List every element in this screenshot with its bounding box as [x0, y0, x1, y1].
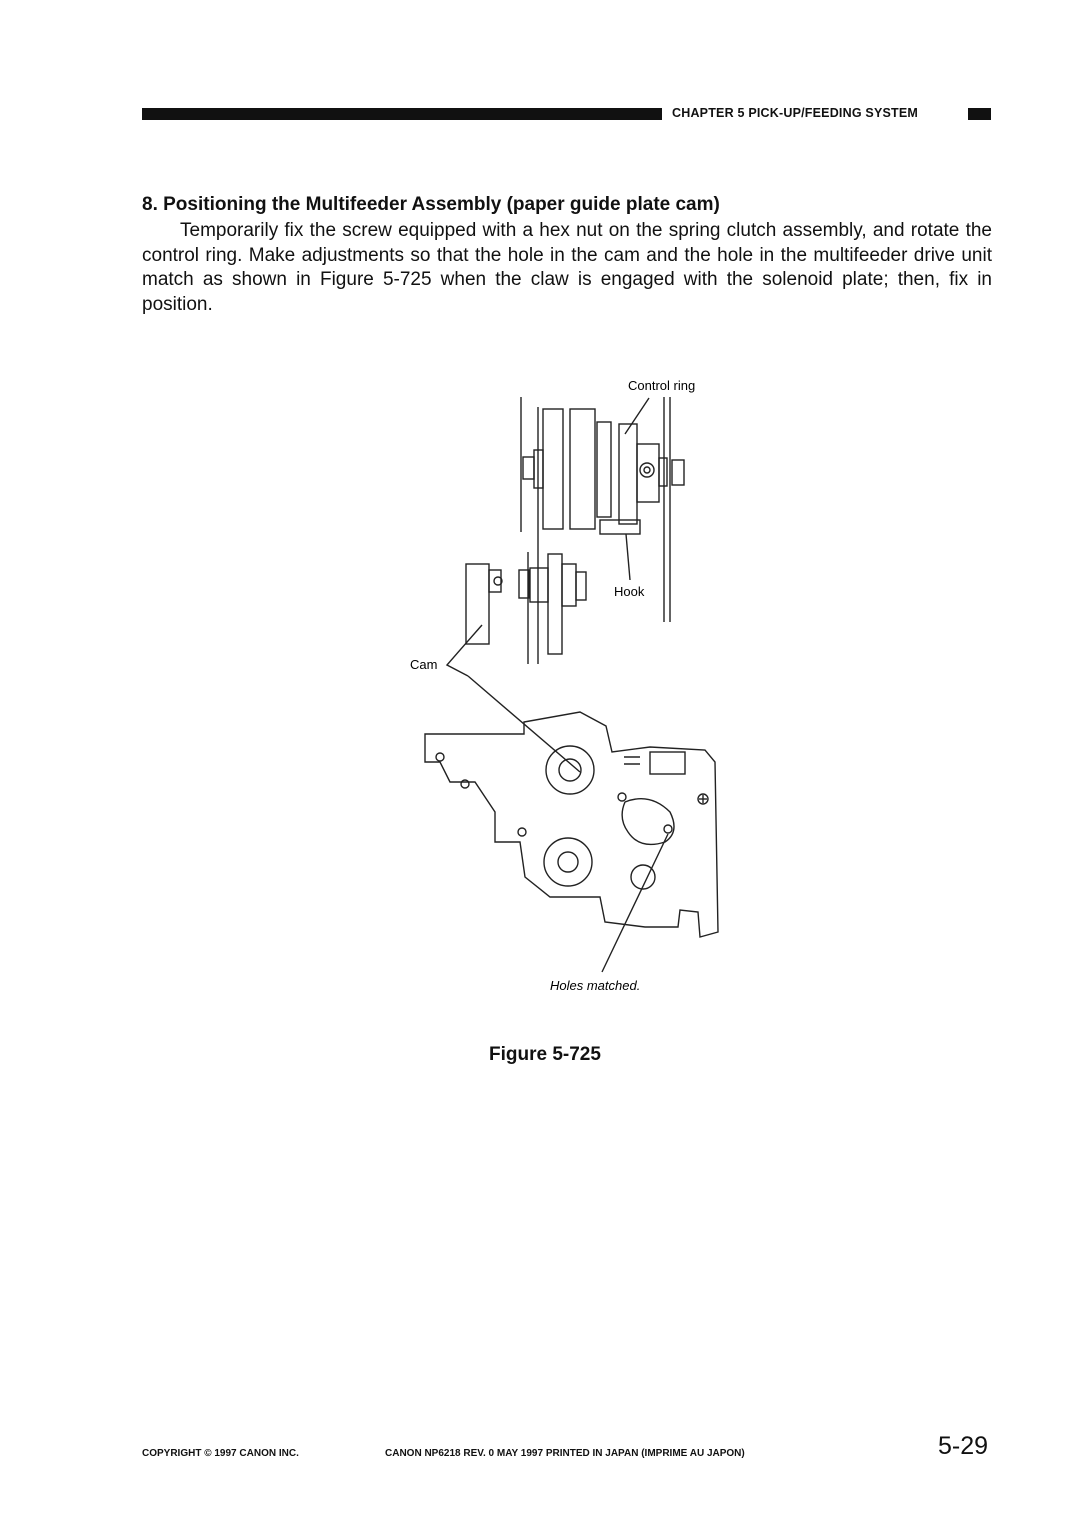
- control-ring-label: Control ring: [628, 378, 696, 393]
- page-number: 5-29: [938, 1432, 989, 1460]
- cam-label: Cam: [410, 657, 438, 672]
- copyright-footer: COPYRIGHT © 1997 CANON INC.: [142, 1448, 299, 1459]
- header-rule-right: [968, 108, 991, 120]
- figure-illustration: [400, 372, 730, 997]
- lower-plate-gear: [544, 838, 592, 886]
- left-bearing: [523, 457, 534, 479]
- holes-matched-leader: [602, 834, 668, 972]
- cam-leader: [447, 625, 482, 676]
- upper-gear-3: [597, 422, 611, 517]
- figure-caption: Figure 5-725: [489, 1044, 601, 1065]
- control-ring-body: [619, 424, 637, 524]
- holes-matched-label: Holes matched.: [550, 978, 641, 993]
- right-bearing: [672, 460, 684, 485]
- chapter-header: CHAPTER 5 PICK-UP/FEEDING SYSTEM: [672, 106, 919, 120]
- matched-hole: [664, 825, 672, 833]
- section-body: Temporarily fix the screw equipped with a hex nut on the spring clutch assembly, and rotate the control ring. Make adjustments so that the hole in the cam and the hole in the multifeeder drive unit match as shown in Figure 5-725 when the claw is engaged with the solenoid plate; then, fix in position.: [142, 220, 992, 315]
- spring-part: [650, 752, 685, 774]
- lower-gear: [548, 554, 562, 654]
- section-title: 8. Positioning the Multifeeder Assembly (paper guide plate cam): [142, 194, 720, 215]
- header-rule-left: [142, 108, 662, 120]
- cam-part: [466, 564, 489, 644]
- hook-label: Hook: [614, 584, 645, 599]
- upper-gear-1: [543, 409, 563, 529]
- upper-plate-gear: [546, 746, 594, 794]
- print-info-footer: CANON NP6218 REV. 0 MAY 1997 PRINTED IN JAPAN (IMPRIME AU JAPON): [385, 1448, 745, 1459]
- screw-head: [640, 463, 654, 477]
- hook-plate: [600, 520, 640, 534]
- hook-leader: [626, 534, 630, 580]
- upper-gear-2: [570, 409, 595, 529]
- multifeeder-drawing: [400, 372, 730, 997]
